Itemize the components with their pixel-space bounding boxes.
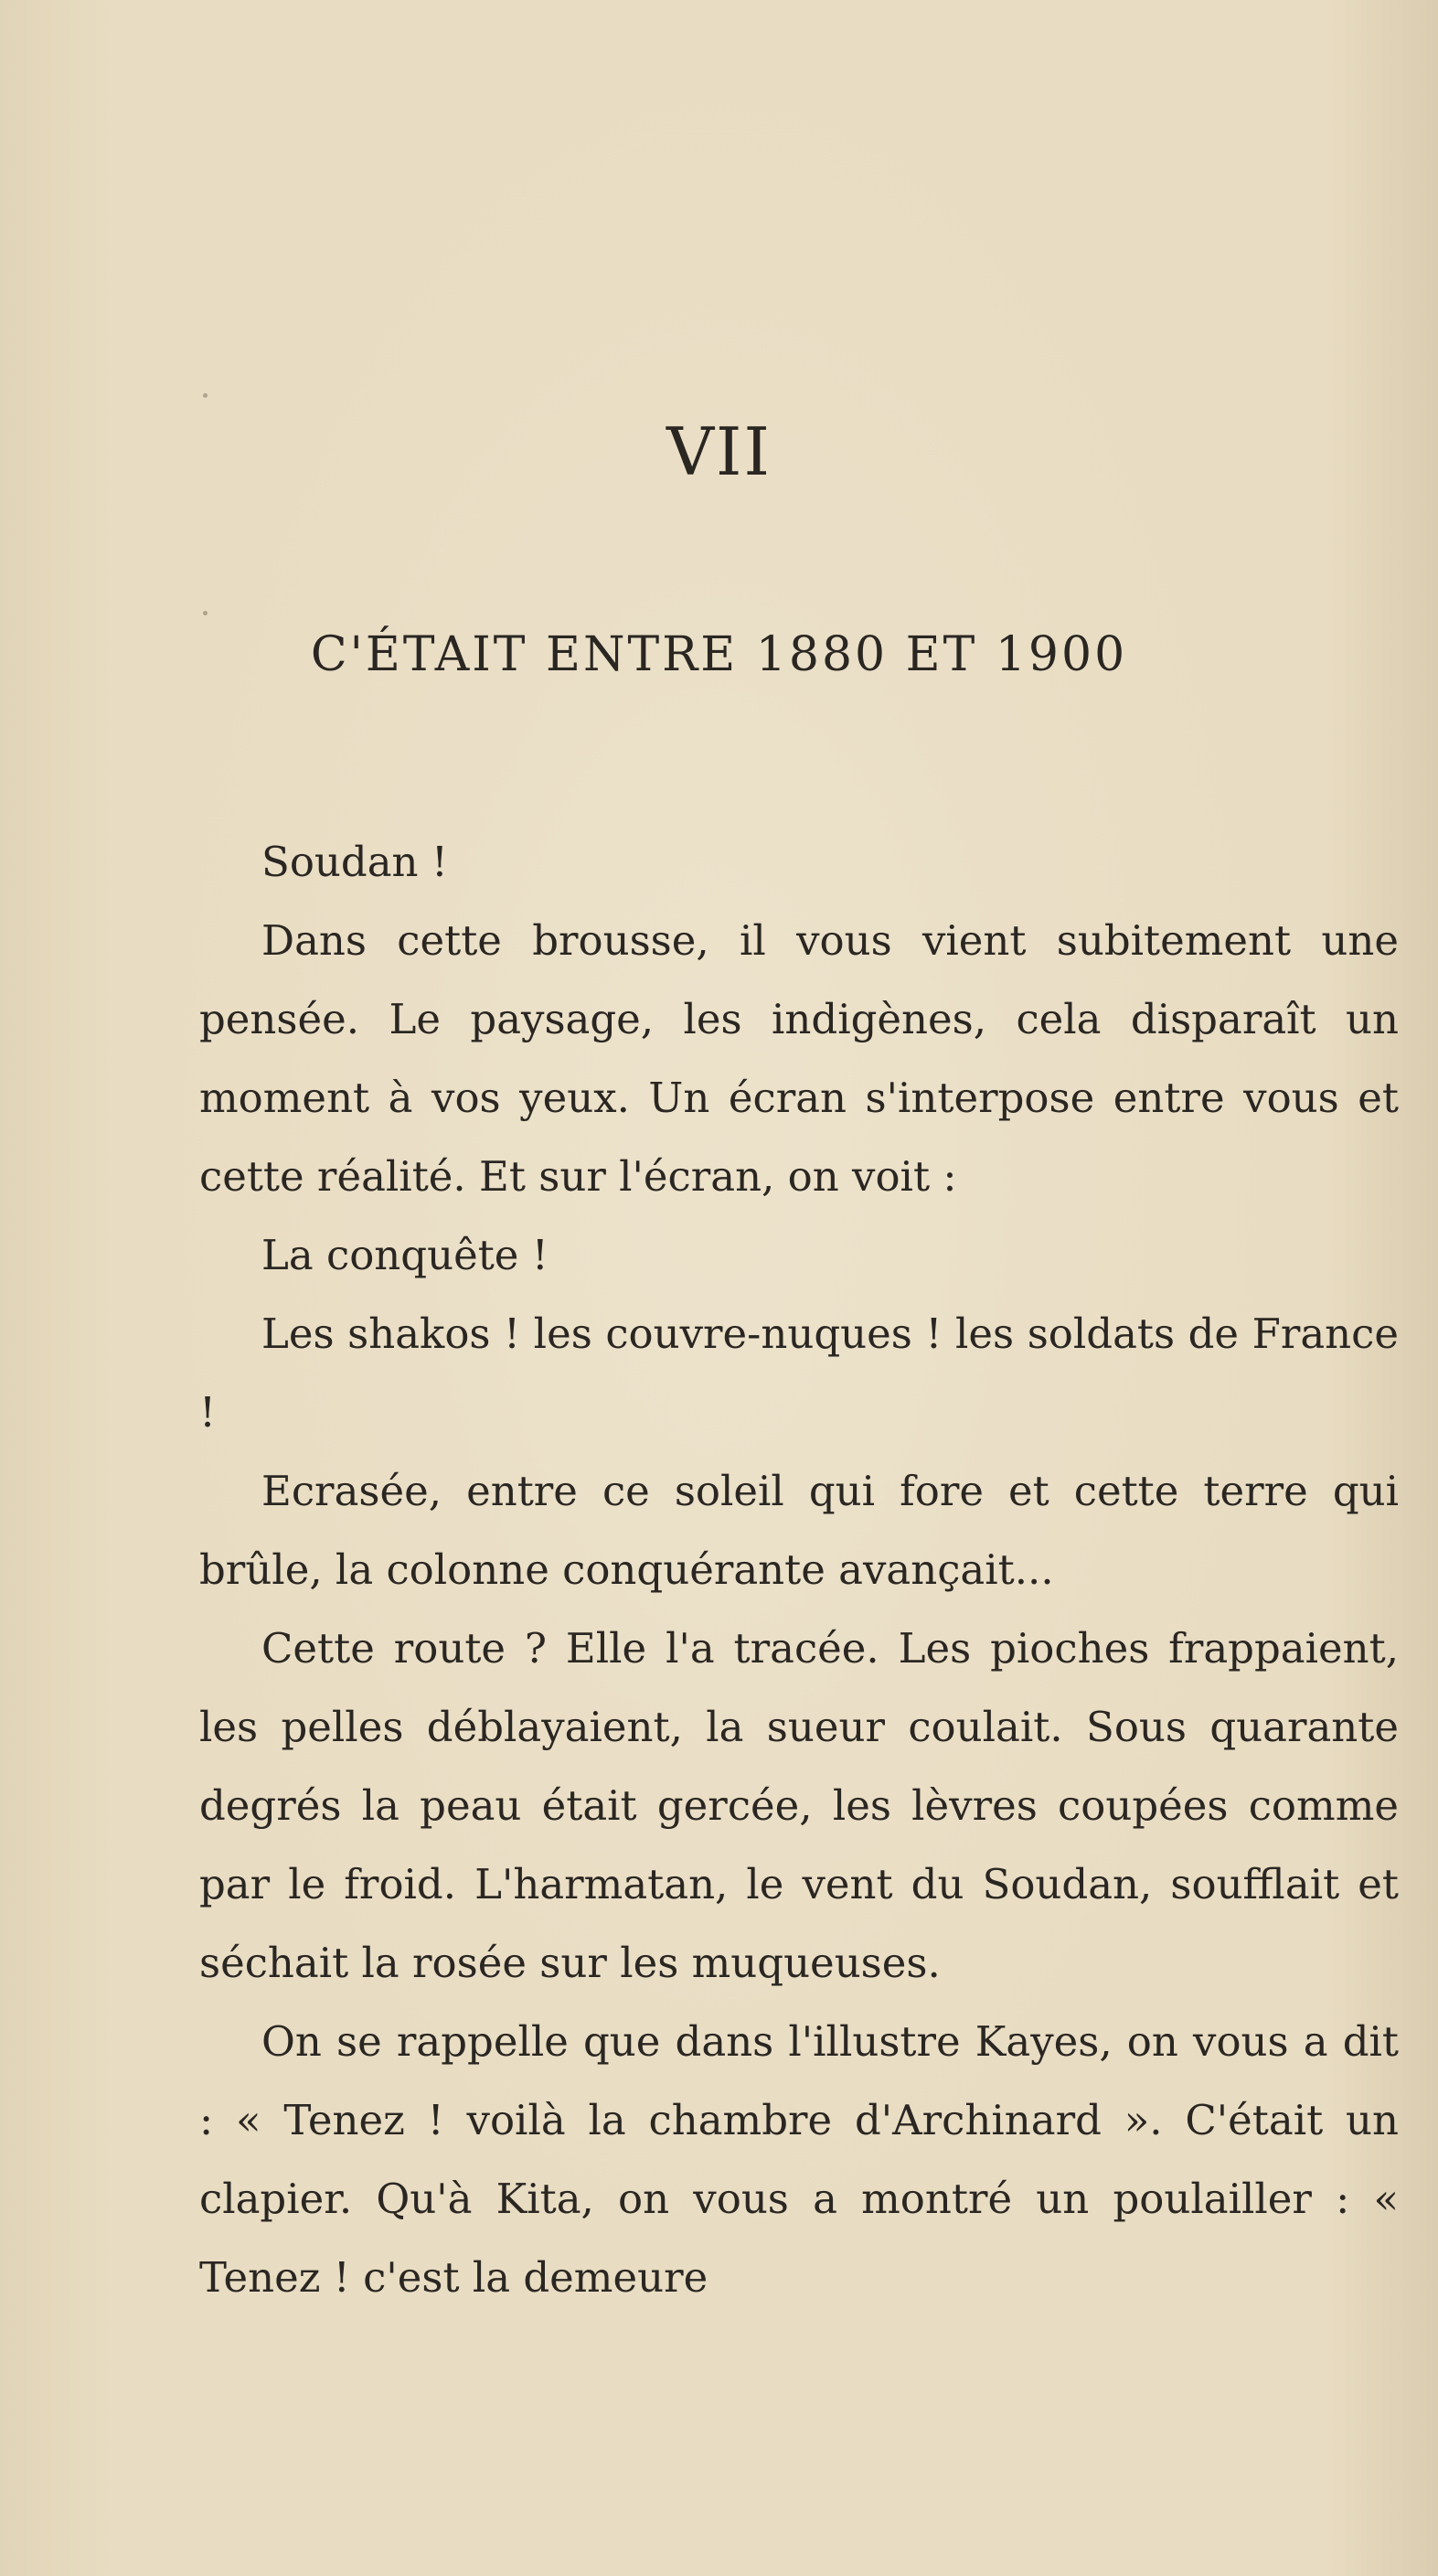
paper-speck [203,393,208,398]
paragraph: Cette route ? Elle l'a tracée. Les pioches frappaient, les pelles déblayaient, la sueur coulait. Sous quarante degrés la peau était gercée, les lèvres coupées comme par le froid. L'harmatan, le vent du Soudan, soufflait et séchait la rosée sur les muqueuses. [199,1624,1399,1987]
chapter-title: C'ÉTAIT ENTRE 1880 ET 1900 [310,627,1128,682]
paragraph: Les shakos ! les couvre-nuques ! les soldats de France ! [199,1309,1399,1437]
paragraph: Ecrasée, entre ce soleil qui fore et cette terre qui brûle, la colonne conquérante avançait... [199,1467,1399,1594]
chapter-number: VII [666,413,772,490]
paragraph: Soudan ! [261,838,448,886]
paragraph: On se rappelle que dans l'illustre Kayes, on vous a dit : « Tenez ! voilà la chambre d'Archinard ». C'était un clapier. Qu'à Kita, on vous a montré un poulailler : « Tenez ! c'est la demeure [199,2017,1399,2302]
body-text [199,823,1399,2317]
paragraph: La conquête ! [261,1231,549,1279]
paper-speck [203,611,208,615]
paragraph: Dans cette brousse, il vous vient subitement une pensée. Le paysage, les indigènes, cela disparaît un moment à vos yeux. Un écran s'interpose entre vous et cette réalité. Et sur l'écran, on voit : [199,916,1399,1201]
